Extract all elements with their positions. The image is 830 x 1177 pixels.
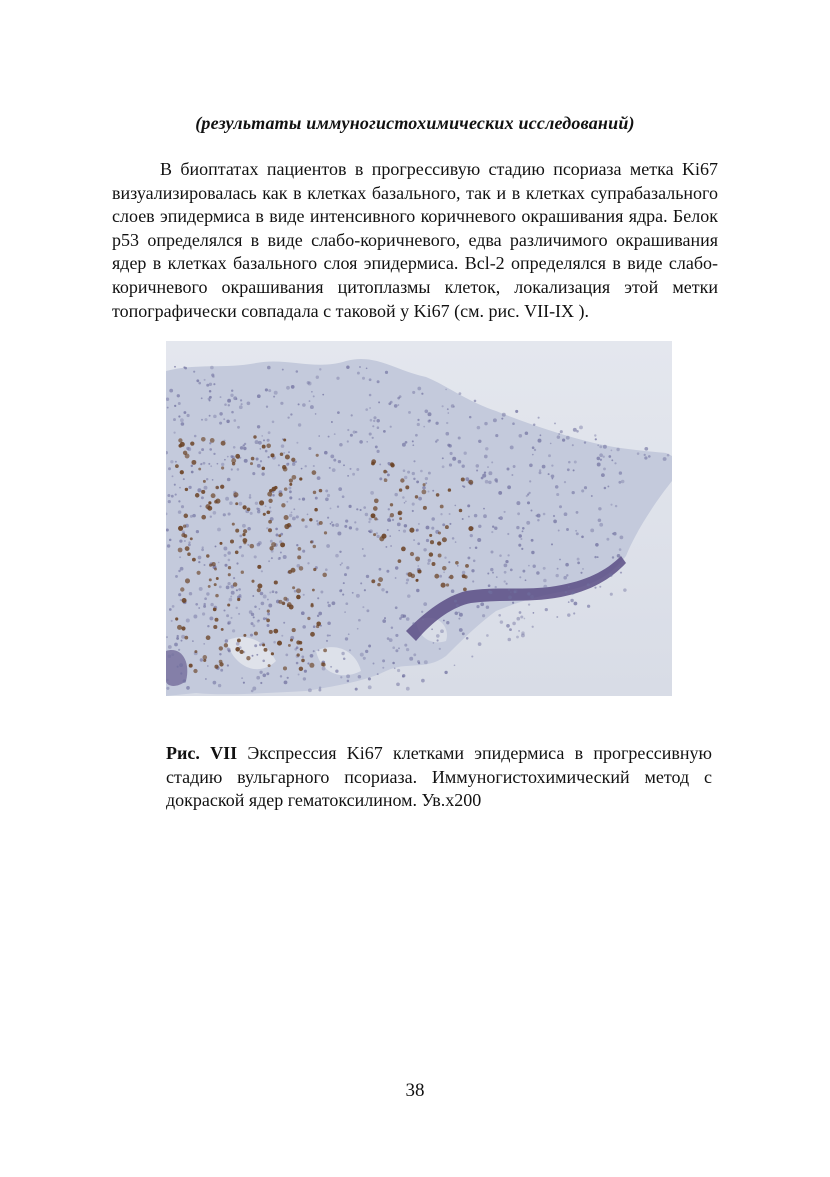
caption-label: Рис. VII [166,743,238,763]
page-number: 38 [405,1080,425,1101]
micrograph-image [166,341,672,696]
micrograph-figure [166,341,672,696]
section-heading: (результаты иммуногистохимических исследований) [195,113,635,133]
body-paragraph: В биоптатах пациентов в прогрессивую стадию псориаза метка Ki67 визуализировалась как в клетках базального, так и в клетках супрабазального слоев эпидермиса в виде интенсивного коричневого окрашивания ядра. Белок p53 определялся в виде слабо-коричневого, едва различимого окрашивания ядер в клетках базального слоя эпидермиса. Bcl-2 определялся в виде слабо-коричневого окрашивания цитоплазмы клеток, локализация этой метки топографически совпадала с таковой у Ki67 (см. рис. VII-IX ). [112,159,718,321]
figure-caption [166,742,712,813]
caption-text: Экспрессия Ki67 клетками эпидермиса в прогрессивную стадию вульгарного псориаза. Иммуногистохимический метод с докраской ядер гематоксилином. Ув.х200 [166,743,712,811]
